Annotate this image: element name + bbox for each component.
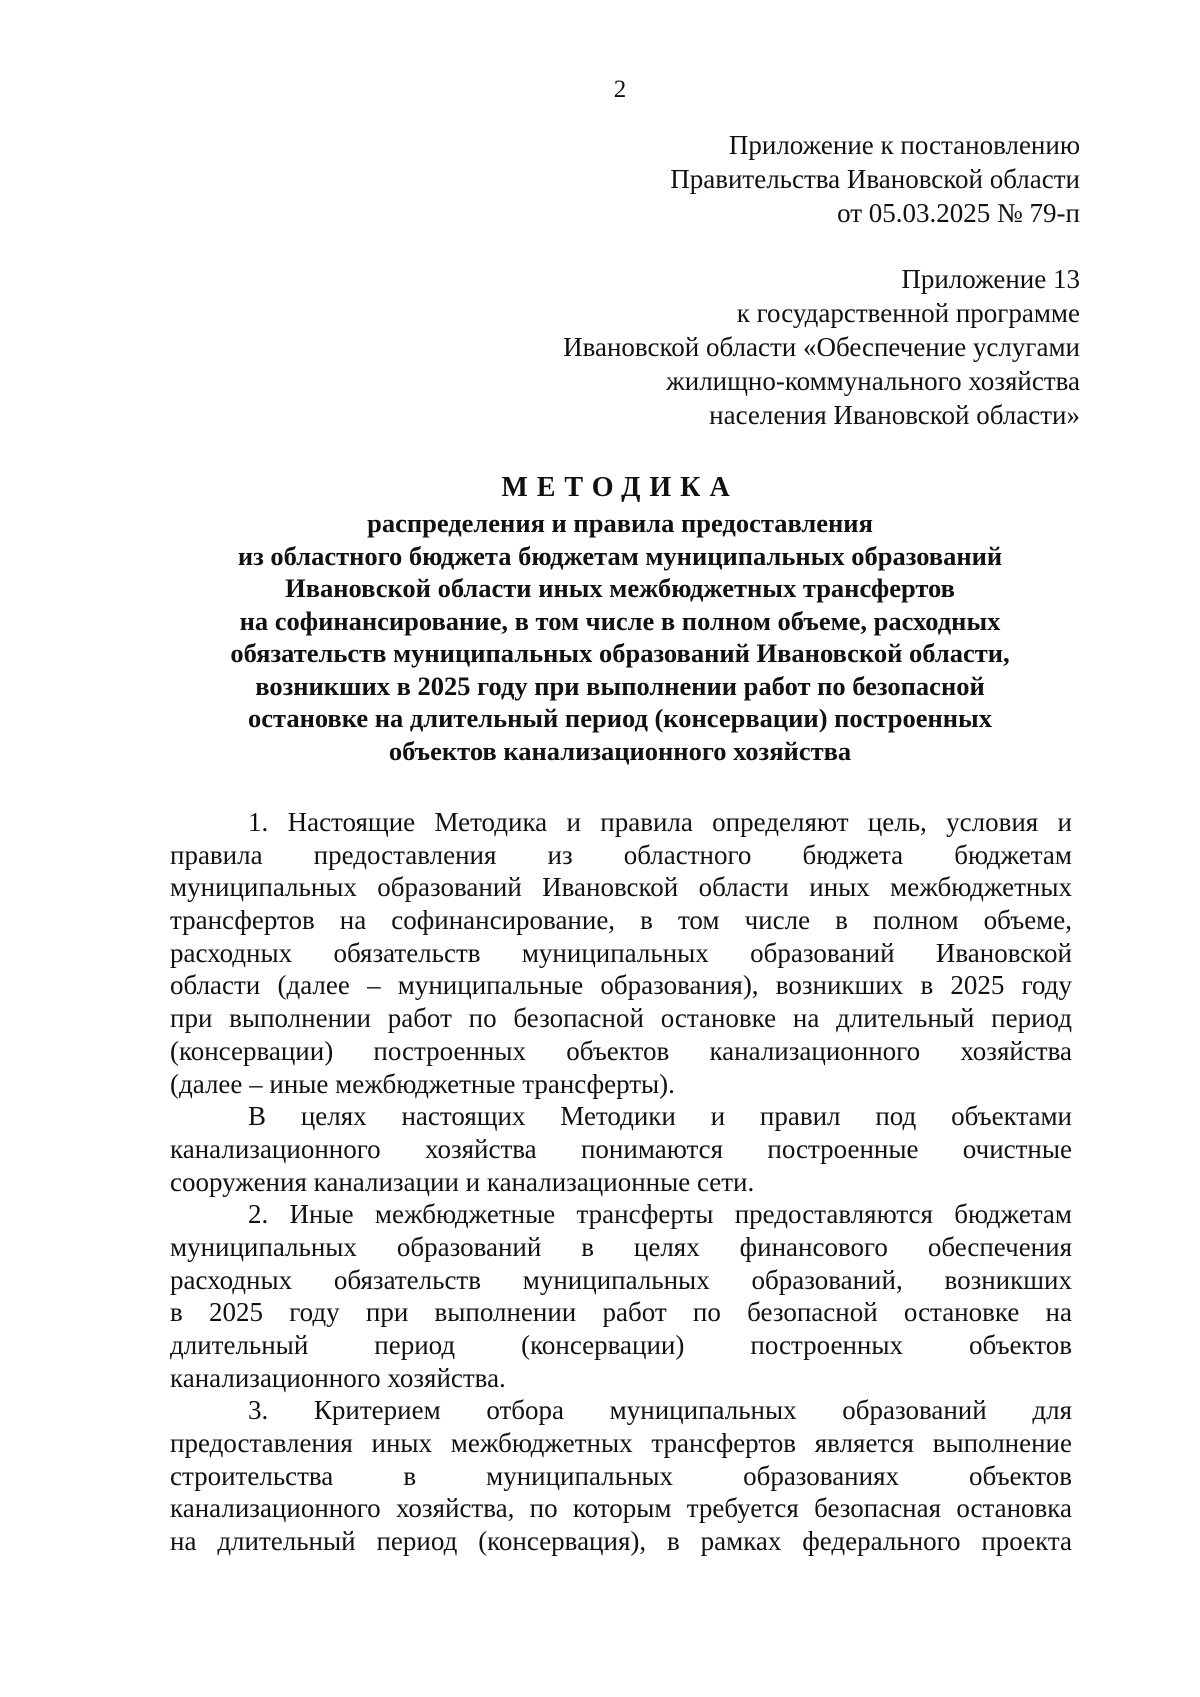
appendix-line: жилищно-коммунального хозяйства [666, 366, 1080, 396]
appendix-to-resolution [670, 128, 1080, 230]
title-line: распределения и правила предоставления [367, 508, 873, 538]
text-line: на длительный период (консервация), в рамках федерального проекта [170, 1526, 1072, 1557]
text-line: правила предоставления из областного бюджета бюджетам [170, 839, 1072, 870]
text-line: длительный период (консервации) построенных объектов [170, 1330, 1072, 1360]
text-line: при выполнении работ по безопасной остановке на длительный период [170, 1003, 1072, 1034]
paragraph-2 [170, 1198, 1072, 1394]
text-line: предоставления иных межбюджетных трансфертов является выполнение [170, 1428, 1072, 1459]
text-line: В целях настоящих Методики и правил под объектами [248, 1101, 1072, 1132]
paragraph-1 [170, 806, 1072, 1100]
page-number: 2 [613, 76, 627, 103]
text-line: муниципальных образований в целях финансового обеспечения [170, 1231, 1072, 1262]
text-line: расходных обязательств муниципальных образований, возникших [170, 1264, 1072, 1295]
title-line: обязательств муниципальных образований Ивановской области, [230, 638, 1010, 668]
appendix-line: Приложение к постановлению [728, 130, 1080, 160]
text-line: 1. Настоящие Методика и правила определяют цель, условия и [248, 807, 1072, 837]
text-line: расходных обязательств муниципальных образований Ивановской [170, 937, 1072, 968]
text-line: 3. Критерием отбора муниципальных образований для [248, 1395, 1072, 1426]
title-heading: МЕТОДИКА [501, 472, 739, 503]
text-line: в 2025 году при выполнении работ по безопасной остановке на [170, 1297, 1072, 1328]
title-line: Ивановской области иных межбюджетных трансфертов [285, 573, 955, 603]
appendix-13-block [563, 262, 1080, 432]
appendix-line: Приложение 13 [901, 264, 1080, 294]
appendix-line: населения Ивановской области» [709, 400, 1080, 430]
document-title [170, 470, 1070, 767]
text-line: канализационного хозяйства. [170, 1362, 506, 1393]
text-line: (далее – иные межбюджетные трансферты). [170, 1068, 675, 1099]
text-line: 2. Иные межбюджетные трансферты предоставляются бюджетам [248, 1199, 1072, 1230]
paragraph-1-definition [170, 1100, 1072, 1198]
document-body [170, 806, 1072, 1558]
appendix-line: к государственной программе [736, 298, 1080, 328]
appendix-line: от 05.03.2025 № 79-п [837, 198, 1080, 228]
text-line: канализационного хозяйства понимаются построенные очистные [170, 1133, 1072, 1164]
title-line: на софинансирование, в том числе в полном объеме, расходных [239, 605, 1001, 636]
text-line: канализационного хозяйства, по которым требуется безопасная остановка [170, 1493, 1072, 1524]
text-line: (консервации) построенных объектов канализационного хозяйства [170, 1035, 1072, 1066]
text-line: сооружения канализации и канализационные сети. [170, 1166, 755, 1197]
paragraph-3 [170, 1394, 1072, 1557]
text-line: муниципальных образований Ивановской области иных межбюджетных [170, 872, 1072, 903]
appendix-line: Правительства Ивановской области [670, 164, 1080, 194]
text-line: строительства в муниципальных образованиях объектов [170, 1460, 1072, 1491]
text-line: трансфертов на софинансирование, в том числе в полном объеме, [170, 905, 1072, 936]
appendix-line: Ивановской области «Обеспечение услугами [563, 332, 1080, 362]
title-line: объектов канализационного хозяйства [388, 735, 852, 766]
title-line: остановке на длительный период (консервации) построенных [247, 703, 993, 733]
title-line: возникших в 2025 году при выполнении работ по безопасной [255, 670, 985, 701]
text-line: области (далее – муниципальные образования), возникших в 2025 году [170, 970, 1072, 1001]
title-line: из областного бюджета бюджетам муниципальных образований [237, 540, 1003, 571]
